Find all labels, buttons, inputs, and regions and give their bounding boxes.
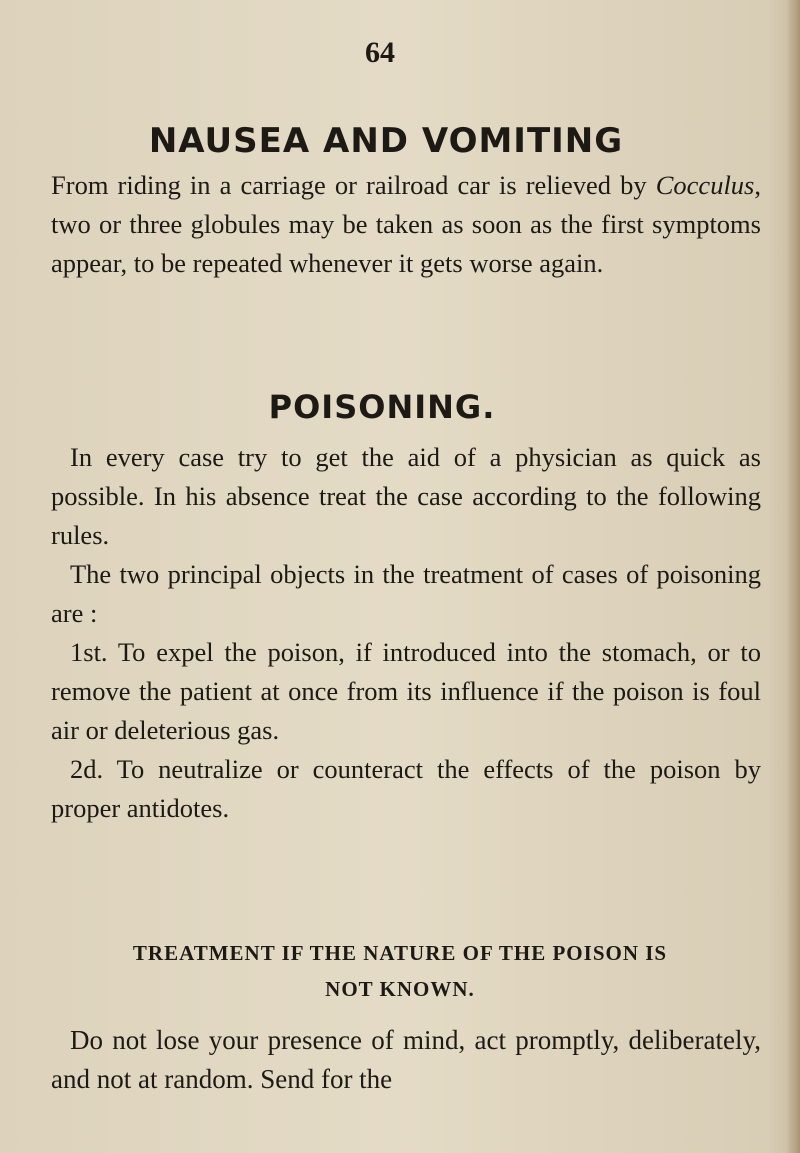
treatment-text: Do not lose your presence of mind, act promptly, deliberately, and not at random. Send for the xyxy=(51,1025,761,1094)
poisoning-paragraph-3: 1st. To expel the poison, if introduced into the stomach, or to remove the patient at once from its influence if the poison is foul air or deleterious gas. xyxy=(51,637,761,745)
treatment-heading-line-1: TREATMENT IF THE NATURE OF THE POISON IS xyxy=(132,941,668,965)
poisoning-section xyxy=(51,438,761,828)
nausea-text-end: , two or three globules may be taken as soon as the first symptoms appear, to be repeated whenever it gets worse again. xyxy=(51,170,761,278)
nausea-text-start: From riding in a carriage or railroad car is relieved by xyxy=(51,170,656,200)
treatment-paragraph xyxy=(51,1021,761,1099)
poisoning-paragraph-2: The two principal objects in the treatment of cases of poisoning are : xyxy=(51,559,761,628)
page-number: 64 xyxy=(365,36,395,69)
poisoning-heading: POISONING. xyxy=(268,388,496,426)
treatment-heading-line-2: NOT KNOWN. xyxy=(325,977,475,1001)
poisoning-paragraph-1: In every case try to get the aid of a physician as quick as possible. In his absence treat the case according to the following rules. xyxy=(51,442,761,550)
poisoning-paragraph-4: 2d. To neutralize or counteract the effects of the poison by proper antidotes. xyxy=(51,754,761,823)
treatment-heading xyxy=(0,935,800,1007)
remedy-name: Cocculus xyxy=(655,170,755,200)
nausea-paragraph xyxy=(51,166,761,283)
nausea-text xyxy=(51,166,761,283)
nausea-heading: NAUSEA AND VOMITING xyxy=(148,121,624,161)
